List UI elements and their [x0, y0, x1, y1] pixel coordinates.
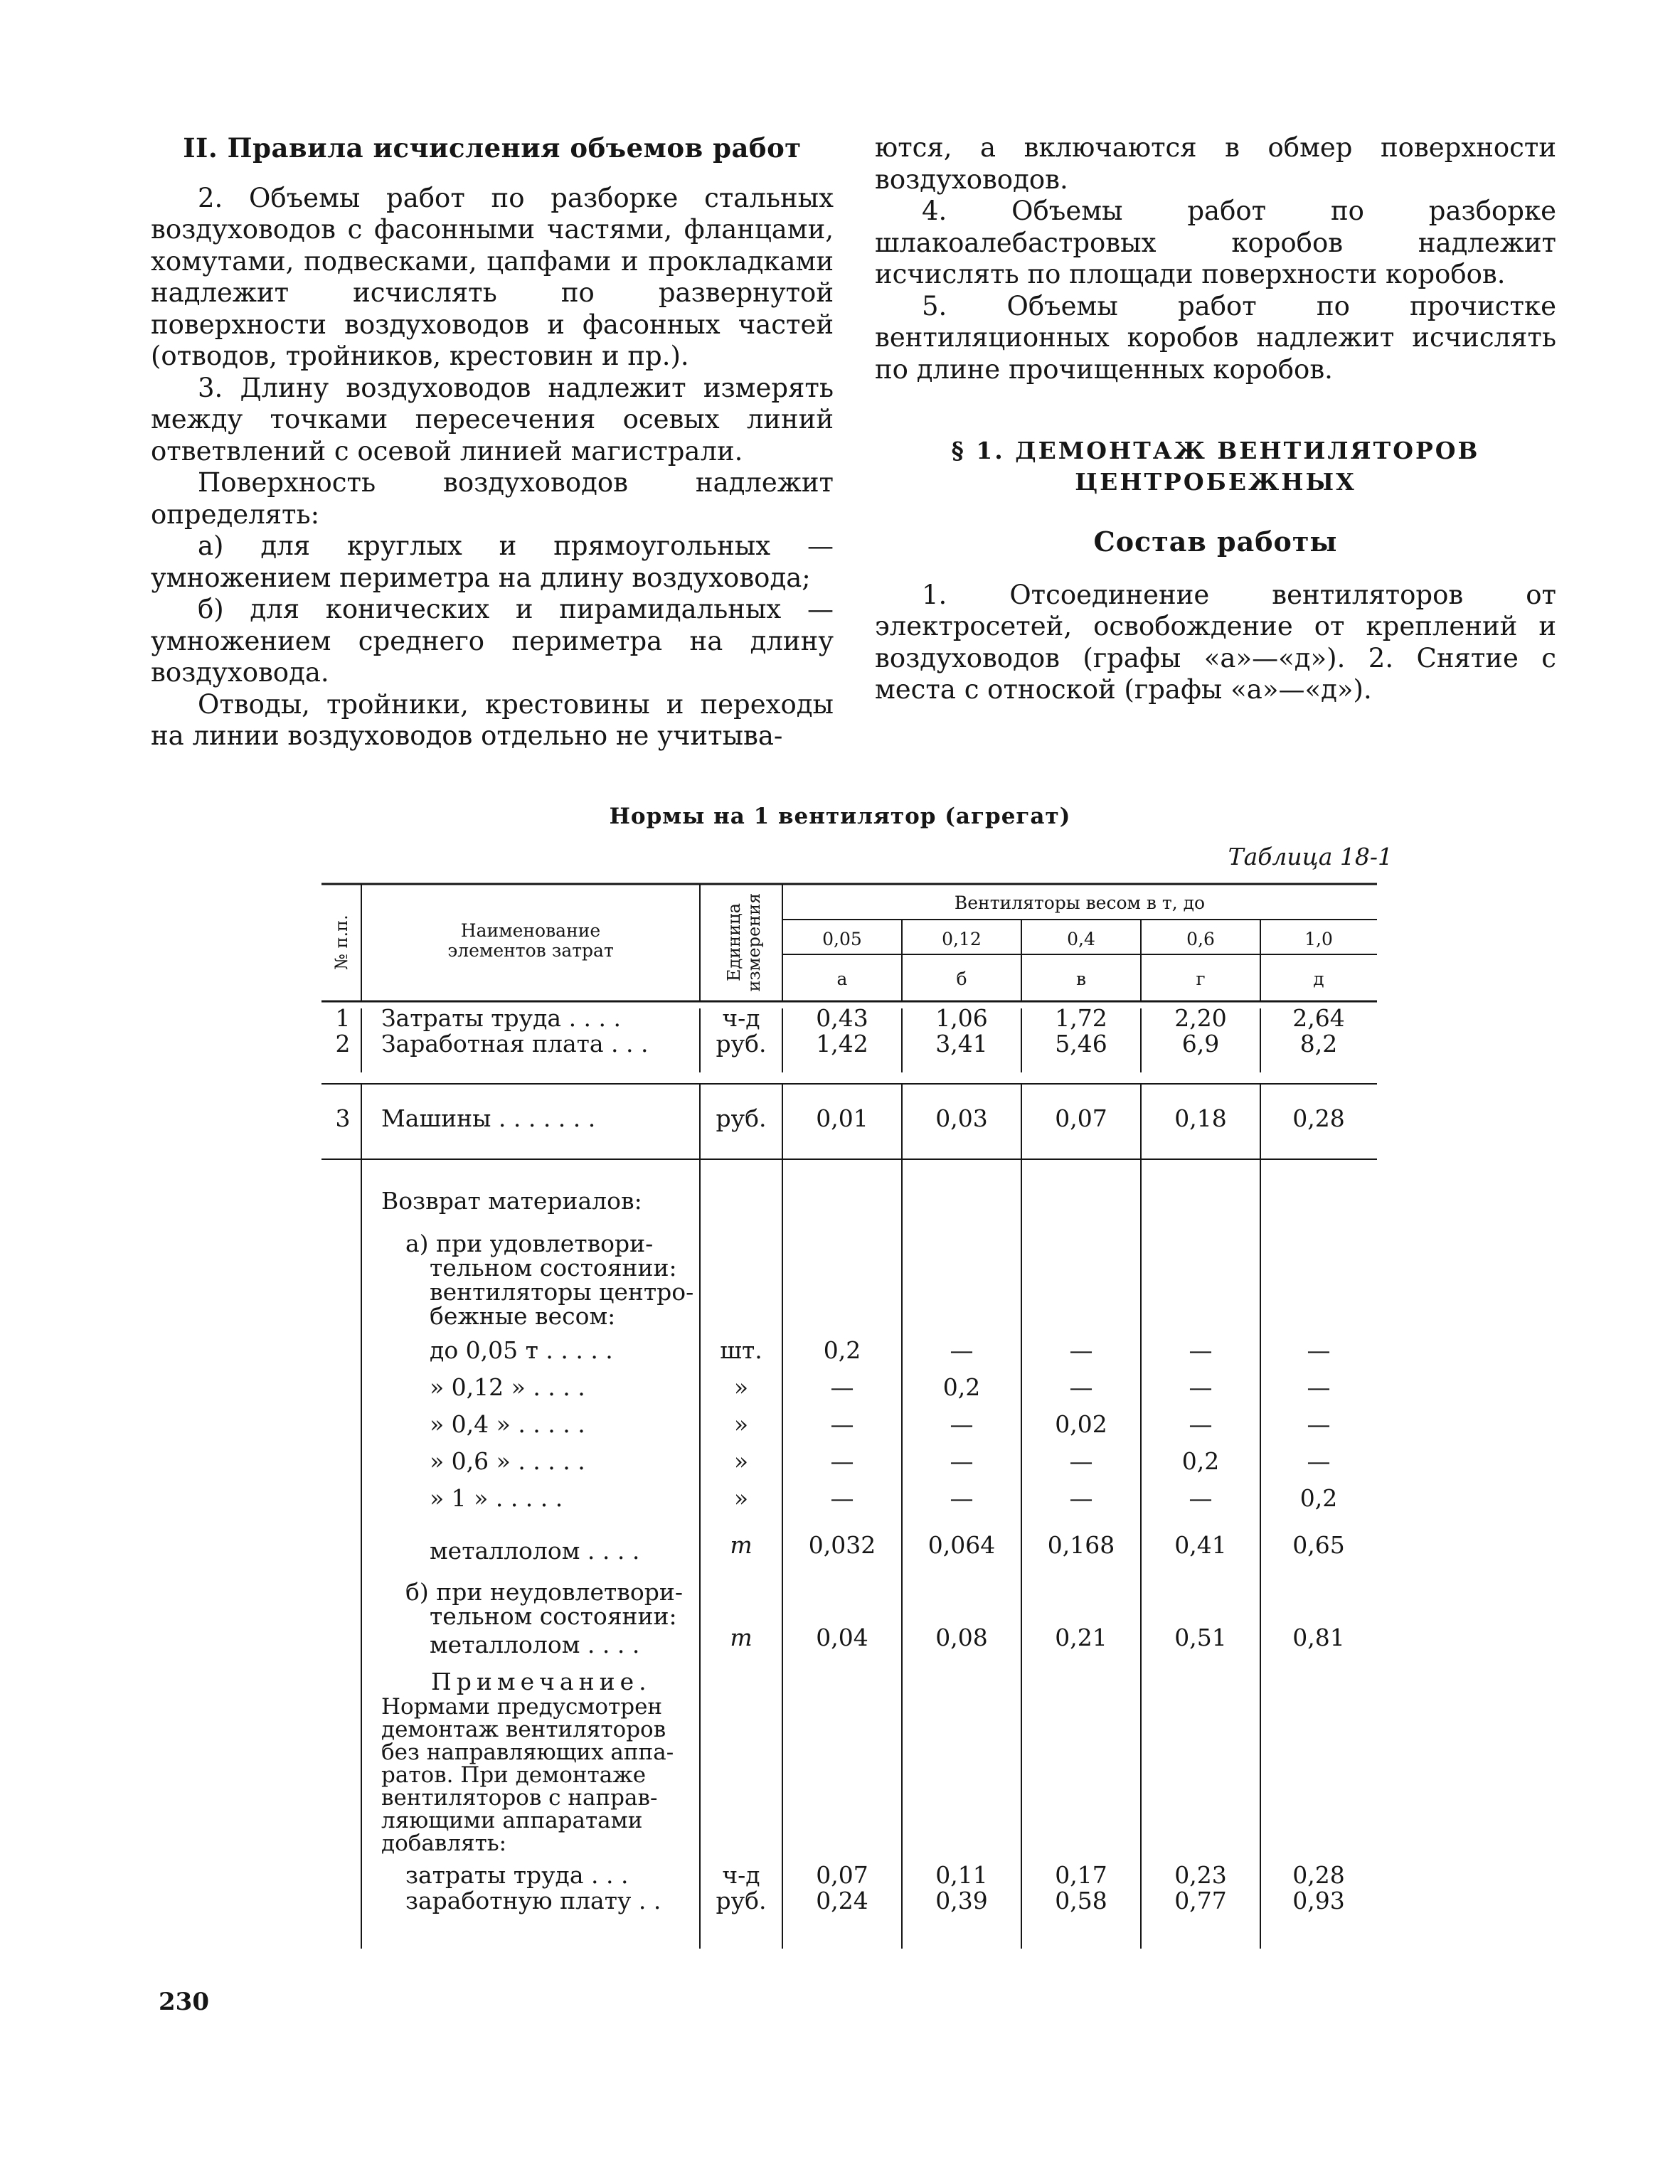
paragraph: 5. Объемы работ по прочистке вентиляционных коробов надлежит исчислять по длине прочищенных коробов.: [875, 290, 1556, 385]
row-name: Затраты труда . . . .: [381, 1004, 622, 1032]
scrap-row: [430, 1531, 1345, 1565]
row-value: 2,20: [1174, 1004, 1227, 1032]
paragraph-heading-line2: ЦЕНТРОБЕЖНЫХ: [1075, 468, 1356, 496]
header-letter: б: [956, 969, 967, 989]
table-row: [336, 1030, 1338, 1058]
row-value: 2,64: [1292, 1004, 1345, 1032]
paragraph: Поверхность воздуховодов надлежит определять:: [151, 467, 834, 530]
return-item-row: [430, 1447, 1331, 1475]
note-row-value: 0,11: [935, 1861, 988, 1889]
return-item-value: 0,2: [1181, 1447, 1220, 1475]
note-row-name: затраты труда . . .: [405, 1861, 629, 1889]
scrap-value: 0,032: [808, 1531, 876, 1559]
return-item-value: 0,02: [1055, 1410, 1107, 1438]
returns-satisfactory-line: бежные весом:: [430, 1302, 616, 1330]
return-item-unit: шт.: [720, 1336, 762, 1364]
return-item-value: —: [830, 1447, 854, 1475]
returns-title: Возврат материалов:: [381, 1187, 642, 1215]
returns-unsatisfactory-line: тельном состоянии:: [430, 1602, 677, 1630]
return-item-value: —: [1307, 1410, 1331, 1438]
header-group: Вентиляторы весом в т, до: [954, 893, 1206, 913]
return-item-row: [430, 1373, 1331, 1401]
return-item-value: —: [1189, 1410, 1213, 1438]
header-letter: г: [1196, 969, 1206, 989]
note-line: демонтаж вентиляторов: [381, 1717, 666, 1742]
header-letter: а: [836, 969, 848, 989]
note-row-value: 0,28: [1292, 1861, 1345, 1889]
paragraph: Отводы, тройники, крестовины и переходы на линии воздуховодов отдельно не учитыва-: [151, 688, 834, 751]
page-number: 230: [159, 1988, 209, 2016]
scrap-unit: т: [730, 1531, 753, 1559]
row-num: 1: [335, 1004, 351, 1032]
paragraph: б) для конических и пирамидальных — умножением среднего периметра на длину воздуховода.: [151, 594, 834, 688]
note-row-value: 0,24: [816, 1887, 868, 1914]
scrap-value: 0,41: [1174, 1531, 1227, 1559]
row-unit: руб.: [716, 1104, 767, 1132]
return-item-name: » 0,12 » . . . .: [430, 1373, 585, 1401]
scrap-unit: т: [730, 1624, 753, 1651]
return-item-value: —: [1307, 1447, 1331, 1475]
row-name: Заработная плата . . .: [381, 1030, 649, 1058]
return-item-value: —: [950, 1336, 974, 1364]
note-line: без направляющих аппа-: [381, 1740, 674, 1765]
paragraph: 2. Объемы работ по разборке стальных воздуховодов с фасонными частями, фланцами, хомутами, подвесками, цапфами и прокладками надлежит исчислять по развернутой поверхности воздуховодов и фасонных частей (отводов, тройников, крестовин и пр.).: [151, 182, 834, 371]
header-unit-line1: Единица: [724, 902, 744, 982]
return-item-value: —: [1307, 1373, 1331, 1401]
return-item-value: —: [1069, 1484, 1093, 1512]
return-item-value: —: [830, 1373, 854, 1401]
header-name-line2: элементов затрат: [447, 940, 614, 961]
scrap-value: 0,65: [1292, 1531, 1345, 1559]
section-heading: II. Правила исчисления объемов работ: [183, 132, 802, 164]
header-weight: 0,05: [822, 929, 862, 949]
row-unit: руб.: [716, 1030, 767, 1058]
return-item-unit: »: [733, 1373, 749, 1401]
header-letters: [837, 969, 1324, 989]
note-row-value: 0,07: [816, 1861, 868, 1889]
return-item-value: —: [950, 1410, 974, 1438]
return-item-row: [430, 1410, 1331, 1438]
scrap-value: 0,168: [1047, 1531, 1115, 1559]
return-item-value: —: [1189, 1484, 1213, 1512]
note-row-unit: руб.: [716, 1887, 767, 1914]
return-item-value: —: [1189, 1336, 1213, 1364]
return-item-unit: »: [733, 1447, 749, 1475]
returns-unsatisfactory-line: б) при неудовлетвори-: [405, 1578, 684, 1606]
header-letter: д: [1313, 969, 1324, 989]
header-name-line1: Наименование: [460, 920, 601, 941]
note-row: [405, 1861, 1345, 1889]
return-item-value: 0,2: [942, 1373, 981, 1401]
return-item-value: —: [950, 1447, 974, 1475]
work-composition-text: 1. Отсоединение вентиляторов от электросетей, освобождение от креплений и воздуховодов (графы «а»—«д»). 2. Снятие с места с отноской (графы «а»—«д»).: [875, 579, 1556, 705]
table-row: [336, 1004, 1345, 1032]
row-value: 0,07: [1055, 1104, 1107, 1132]
header-weight: 1,0: [1304, 929, 1333, 949]
note-title: Примечание.: [431, 1668, 652, 1695]
row-value: 1,06: [935, 1004, 988, 1032]
row-value: 0,01: [816, 1104, 868, 1132]
return-item-value: —: [1069, 1373, 1093, 1401]
note-row-name: заработную плату . .: [405, 1887, 661, 1914]
note-line: Нормами предусмотрен: [381, 1694, 663, 1720]
header-num: № п.п.: [331, 915, 351, 970]
returns-satisfactory-line: тельном состоянии:: [430, 1254, 677, 1282]
row-value: 6,9: [1181, 1030, 1220, 1058]
return-item-value: —: [1069, 1336, 1093, 1364]
return-item-name: » 1 » . . . . .: [430, 1484, 563, 1512]
note-row-unit: ч-д: [722, 1861, 760, 1889]
paragraph-heading-line1: § 1. ДЕМОНТАЖ ВЕНТИЛЯТОРОВ: [951, 437, 1480, 464]
row-value: 1,72: [1055, 1004, 1107, 1032]
return-item-row: [430, 1336, 1331, 1364]
paragraph-continuation: ются, а включаются в обмер поверхности воздуховодов.: [875, 132, 1556, 195]
scrap-value: 0,51: [1174, 1624, 1227, 1651]
return-item-name: » 0,6 » . . . . .: [430, 1447, 585, 1475]
return-item-unit: »: [733, 1410, 749, 1438]
header-weight: 0,6: [1186, 929, 1215, 949]
paragraph: 4. Объемы работ по разборке шлакоалебастровых коробов надлежит исчислять по площади поверхности коробов.: [875, 196, 1556, 289]
table-label: Таблица 18-1: [1228, 843, 1393, 870]
note-row-value: 0,77: [1174, 1887, 1227, 1914]
return-item-value: 0,2: [823, 1336, 861, 1364]
row-num: 2: [335, 1030, 351, 1058]
note-row: [405, 1887, 1345, 1914]
scrap-name: металлолом . . . .: [430, 1537, 640, 1565]
return-item-value: —: [830, 1484, 854, 1512]
norms-title: Нормы на 1 вентилятор (агрегат): [609, 804, 1071, 829]
return-item-row: [430, 1484, 1337, 1512]
note-line: добавлять:: [381, 1831, 507, 1856]
note-row-value: 0,58: [1055, 1887, 1107, 1914]
header-weights: [822, 929, 1333, 949]
return-item-value: —: [1307, 1336, 1331, 1364]
note-line: ратов. При демонтаже: [381, 1762, 647, 1788]
return-item-value: 0,2: [1299, 1484, 1338, 1512]
scrap-value: 0,064: [927, 1531, 996, 1559]
note-row-value: 0,93: [1292, 1887, 1345, 1914]
paragraph: а) для круглых и прямоугольных — умножением периметра на длину воздуховода;: [151, 531, 834, 593]
scrap-value: 0,08: [935, 1624, 988, 1651]
paragraph: 3. Длину воздуховодов надлежит измерять между точками пересечения осевых линий ответвлений с осевой линией магистрали.: [151, 372, 834, 467]
return-item-name: до 0,05 т . . . . .: [430, 1336, 613, 1364]
header-weight: 0,4: [1067, 929, 1095, 949]
return-item-value: —: [1069, 1447, 1093, 1475]
returns-satisfactory-line: а) при удовлетвори-: [405, 1230, 654, 1257]
header-letter: в: [1075, 969, 1087, 989]
row-value: 1,42: [816, 1030, 868, 1058]
note-line: ляющими аппаратами: [381, 1808, 643, 1833]
work-composition-heading: Состав работы: [1093, 526, 1338, 558]
scrap-value: 0,21: [1055, 1624, 1107, 1651]
scrap-value: 0,04: [816, 1624, 868, 1651]
return-item-value: —: [830, 1410, 854, 1438]
returns-satisfactory-line: вентиляторы центро-: [430, 1278, 694, 1306]
return-item-unit: »: [733, 1484, 749, 1512]
scrap-name: металлолом . . . .: [430, 1631, 640, 1658]
return-item-name: » 0,4 » . . . . .: [430, 1410, 585, 1438]
row-value: 5,46: [1055, 1030, 1107, 1058]
header-weight: 0,12: [942, 929, 982, 949]
row-value: 0,28: [1292, 1104, 1345, 1132]
row-value: 0,03: [935, 1104, 988, 1132]
row-value: 3,41: [935, 1030, 988, 1058]
row-value: 8,2: [1299, 1030, 1338, 1058]
note-row-value: 0,23: [1174, 1861, 1227, 1889]
table-row: [336, 1104, 1345, 1132]
row-num: 3: [335, 1104, 351, 1132]
return-item-value: —: [950, 1484, 974, 1512]
scrap-value: 0,81: [1292, 1624, 1345, 1651]
row-value: 0,18: [1174, 1104, 1227, 1132]
header-unit-line2: измерения: [744, 893, 764, 992]
note-line: вентиляторов с направ-: [381, 1785, 658, 1811]
row-value: 0,43: [816, 1004, 868, 1032]
note-row-value: 0,17: [1055, 1861, 1107, 1889]
note-row-value: 0,39: [935, 1887, 988, 1914]
row-unit: ч-д: [722, 1004, 760, 1032]
row-name: Машины . . . . . . .: [381, 1104, 596, 1132]
return-item-value: —: [1189, 1373, 1213, 1401]
